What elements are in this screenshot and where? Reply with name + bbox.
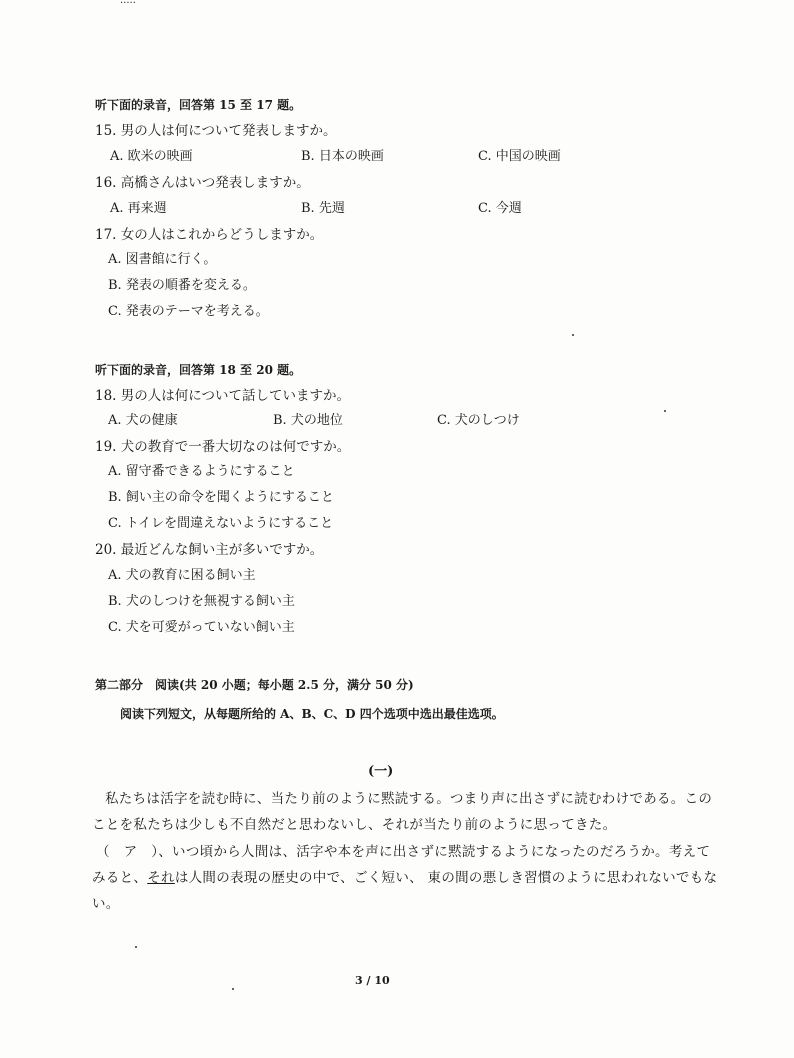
option: C. 発表のテーマを考える。 (108, 304, 269, 319)
part-instruction: 阅读下列短文，从每题所给的 A、B、C、D 四个选项中选出最佳选项。 (120, 707, 504, 721)
passage-line: （ ア ）、いつ頃から人間は、活字や本を声に出さずに黙読するようになったのだろうか。考えて (96, 844, 711, 860)
option: B. 発表の順番を変える。 (108, 278, 256, 293)
question-stem: 15. 男の人は何について発表しますか。 (95, 123, 337, 139)
option: B. 犬の地位 (273, 413, 343, 428)
passage-text: は人間の表現の歴史の中で、ごく短い、 東の間の悪しき習慣のように思われないでもな (174, 870, 718, 886)
option: B. 飼い主の命令を聞くようにすること (108, 490, 334, 505)
section-instruction: 听下面的录音，回答第 15 至 17 题。 (95, 98, 302, 112)
option: A. 犬の教育に困る飼い主 (108, 568, 256, 583)
option: C. 今週 (478, 201, 522, 216)
option: B. 犬のしつけを無視する飼い主 (108, 594, 295, 609)
option: B. 先週 (301, 201, 345, 216)
option: A. 犬の健康 (108, 413, 178, 428)
option: A. 再来週 (110, 201, 167, 216)
option: A. 留守番できるようにすること (108, 464, 295, 479)
option: C. 中国の映画 (478, 149, 561, 164)
passage-title: (一) (368, 764, 394, 779)
scan-speck (232, 988, 234, 990)
part-heading: 第二部分 阅读(共 20 小题；每小题 2.5 分，满分 50 分) (95, 678, 414, 692)
option: C. 犬を可愛がっていない飼い主 (108, 620, 295, 635)
question-stem: 19. 犬の教育で一番大切なのは何ですか。 (95, 439, 351, 455)
passage-line (92, 869, 717, 887)
option: A. 欧米の映画 (110, 149, 193, 164)
page-number: 3 / 10 (355, 974, 390, 987)
question-stem: 20. 最近どんな飼い主が多いですか。 (95, 542, 324, 558)
question-stem: 17. 女の人はこれからどうしますか。 (95, 227, 324, 243)
option: B. 日本の映画 (301, 149, 384, 164)
underlined-referent: それ (147, 870, 175, 886)
option: C. トイレを間違えないようにすること (108, 516, 334, 531)
passage-line: ことを私たちは少しも不自然だと思わないし、それが当たり前のように思ってきた。 (92, 817, 617, 833)
scan-speck (664, 410, 666, 412)
option: A. 図書館に行く。 (108, 252, 217, 267)
question-stem: 16. 高橋さんはいつ発表しますか。 (95, 175, 310, 191)
passage-text: みると、 (92, 870, 148, 886)
option: C. 犬のしつけ (437, 413, 520, 428)
question-stem: 18. 男の人は何について話していますか。 (95, 388, 350, 404)
scan-speck (135, 946, 137, 948)
section-instruction: 听下面的录音，回答第 18 至 20 题。 (95, 363, 302, 377)
passage-line: 私たちは活字を読む時に、当たり前のように黙読する。つまり声に出さずに読むわけである。この (105, 791, 713, 807)
scan-speck (572, 334, 574, 336)
passage-line: い。 (92, 896, 120, 912)
top-mark: ..... (120, 0, 136, 6)
